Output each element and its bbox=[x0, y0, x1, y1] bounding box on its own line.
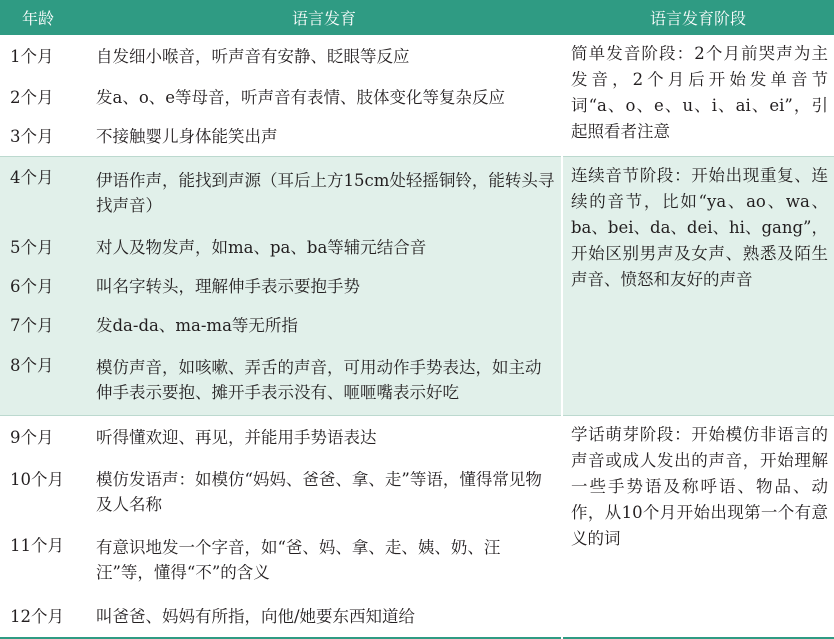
age-cell: 12个月 bbox=[0, 595, 86, 638]
development-cell: 叫名字转头，理解伸手表示要抱手势 bbox=[86, 267, 562, 306]
development-cell: 模仿声音，如咳嗽、弄舌的声音，可用动作手势表达，如主动伸手表示要抱、摊开手表示没有、咂咂嘴表示好吃 bbox=[86, 345, 562, 416]
age-cell: 11个月 bbox=[0, 525, 86, 595]
development-cell: 听得懂欢迎、再见，并能用手势语表达 bbox=[86, 416, 562, 460]
development-cell: 模仿发语声：如模仿“妈妈、爸爸、拿、走”等语，懂得常见物及人名称 bbox=[86, 459, 562, 525]
table-row bbox=[0, 416, 834, 460]
header-stage: 语言发育阶段 bbox=[562, 0, 834, 35]
development-cell: 发da-da、ma-ma等无所指 bbox=[86, 306, 562, 345]
age-cell: 7个月 bbox=[0, 306, 86, 345]
header-age: 年龄 bbox=[0, 0, 86, 35]
development-cell: 对人及物发声，如ma、pa、ba等辅元结合音 bbox=[86, 228, 562, 267]
age-cell: 6个月 bbox=[0, 267, 86, 306]
development-cell: 自发细小喉音，听声音有安静、眨眼等反应 bbox=[86, 35, 562, 78]
development-cell: 发a、o、e等母音，听声音有表情、肢体变化等复杂反应 bbox=[86, 78, 562, 117]
stage-cell: 简单发音阶段：2个月前哭声为主发音，2个月后开始发单音节词“a、o、e、u、i、ai、ei”，引起照看者注意 bbox=[562, 35, 834, 157]
development-cell: 叫爸爸、妈妈有所指，向他/她要东西知道给 bbox=[86, 595, 562, 638]
header-development: 语言发育 bbox=[86, 0, 562, 35]
age-cell: 10个月 bbox=[0, 459, 86, 525]
age-cell: 3个月 bbox=[0, 117, 86, 157]
table-header bbox=[0, 0, 834, 35]
table-row bbox=[0, 35, 834, 78]
table-row bbox=[0, 157, 834, 229]
age-cell: 8个月 bbox=[0, 345, 86, 416]
header-row bbox=[0, 0, 834, 35]
development-cell: 不接触婴儿身体能笑出声 bbox=[86, 117, 562, 157]
age-cell: 5个月 bbox=[0, 228, 86, 267]
stage-cell: 学话萌芽阶段：开始模仿非语言的声音或成人发出的声音，开始理解一些手势语及称呼语、物品、动作，从10个月开始出现第一个有意义的词 bbox=[562, 416, 834, 639]
age-cell: 2个月 bbox=[0, 78, 86, 117]
age-cell: 9个月 bbox=[0, 416, 86, 460]
development-cell: 伊语作声，能找到声源（耳后上方15cm处轻摇铜铃，能转头寻找声音） bbox=[86, 157, 562, 229]
table-body bbox=[0, 35, 834, 638]
development-cell: 有意识地发一个字音，如“爸、妈、拿、走、姨、奶、汪汪”等，懂得“不”的含义 bbox=[86, 525, 562, 595]
age-cell: 1个月 bbox=[0, 35, 86, 78]
age-cell: 4个月 bbox=[0, 157, 86, 229]
stage-cell: 连续音节阶段：开始出现重复、连续的音节，比如“ya、ao、wa、ba、bei、da、dei、hi、gang”，开始区别男声及女声、熟悉及陌生声音、愤怒和友好的声音 bbox=[562, 157, 834, 416]
